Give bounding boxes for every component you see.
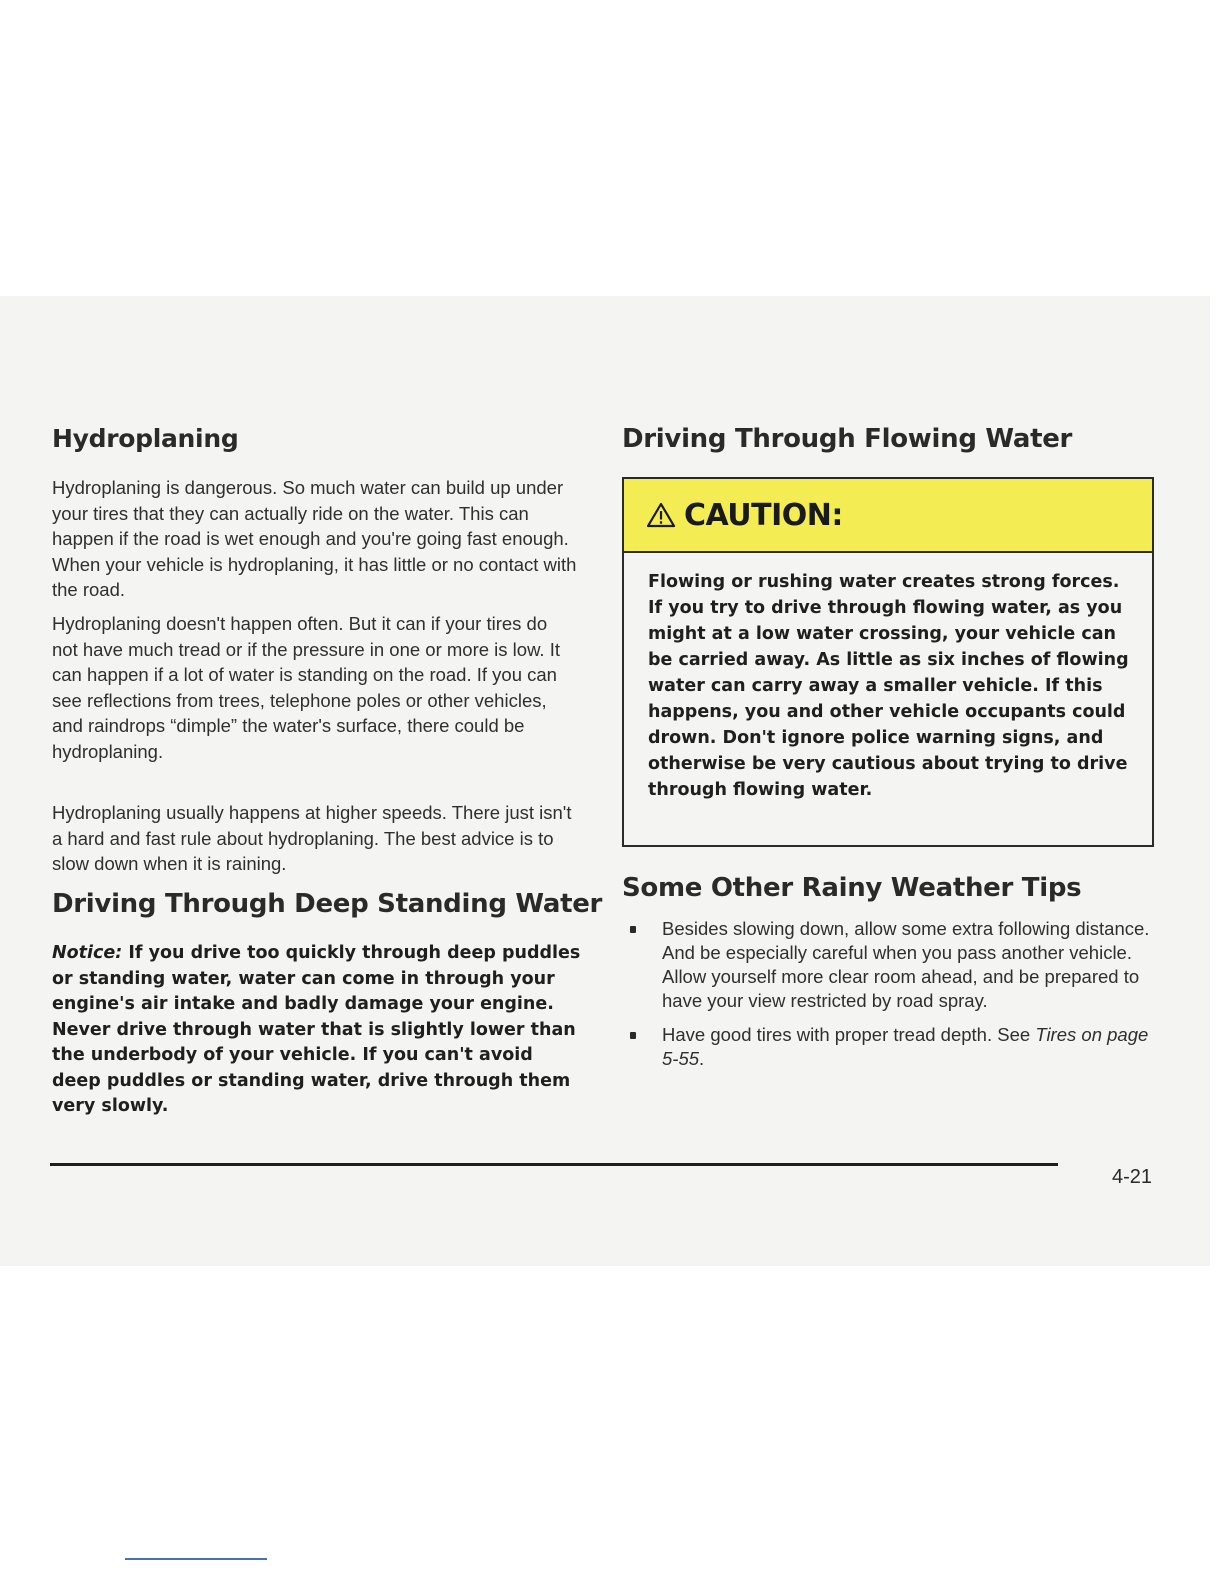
list-item <box>626 917 1156 1013</box>
bottom-divider <box>125 1558 267 1560</box>
hydroplaning-paragraph-1: Hydroplaning is dangerous. So much water can build up under your tires that they can actually ride on the water. This can happen if the road is wet enough and you're going fast enough. When your vehicle is hydroplaning, it has little or no contact with the road. <box>52 477 577 600</box>
caution-box <box>622 477 1154 847</box>
tip-text: Have good tires with proper tread depth. See <box>662 1024 1036 1045</box>
caution-band <box>624 479 1152 553</box>
notice-label: Notice: <box>52 943 123 963</box>
tip-text-end: . <box>699 1048 705 1069</box>
tip-text: Besides slowing down, allow some extra following distance. And be especially careful when you pass another vehicle. Allow yourself more clear room ahead, and be prepared to have your view restricted by road spray. <box>662 918 1150 1011</box>
flowing-water-heading: Driving Through Flowing Water <box>622 424 1073 454</box>
hydroplaning-heading: Hydroplaning <box>52 424 239 453</box>
deep-water-notice <box>52 941 582 1120</box>
deep-standing-water-heading: Driving Through Deep Standing Water <box>52 889 603 919</box>
rainy-weather-tips-heading: Some Other Rainy Weather Tips <box>622 873 1082 903</box>
hydroplaning-paragraph-3: Hydroplaning usually happens at higher speeds. There just isn't a hard and fast rule about hydroplaning. The best advice is to slow down when it is raining. <box>52 802 572 874</box>
rainy-tips-list <box>626 917 1156 1081</box>
bullet-icon <box>630 926 636 933</box>
caution-label: CAUTION: <box>684 497 843 533</box>
footer-rule <box>50 1163 1058 1166</box>
list-item <box>626 1023 1156 1071</box>
notice-text: If you drive too quickly through deep puddles or standing water, water can come in through your engine's air intake and badly damage your engine. Never drive through water that is slightly lower than the underbody of your vehicle. If you can't avoid deep puddles or standing water, drive through them very slowly. <box>52 943 581 1116</box>
caution-text: Flowing or rushing water creates strong forces. If you try to drive through flowing water, as you might at a low water crossing, your vehicle can be carried away. As little as six inches of flowing water can carry away a smaller vehicle. If this happens, you and other vehicle occupants could drown. Don't ignore police warning signs, and otherwise be very cautious about trying to drive through flowing water. <box>648 572 1129 800</box>
bullet-icon <box>630 1032 636 1039</box>
page-number: 4-21 <box>1112 1166 1153 1188</box>
hydroplaning-paragraph-2: Hydroplaning doesn't happen often. But it can if your tires do not have much tread or if the pressure in one or more is low. It can happen if a lot of water is standing on the road. If you can see reflections from trees, telephone poles or other vehicles, and raindrops “dimple” the water's surface, there could be hydroplaning. <box>52 613 560 762</box>
tires-page-reference[interactable]: Tires on page 5-55 <box>662 1024 1149 1069</box>
warning-triangle-icon <box>646 501 676 529</box>
